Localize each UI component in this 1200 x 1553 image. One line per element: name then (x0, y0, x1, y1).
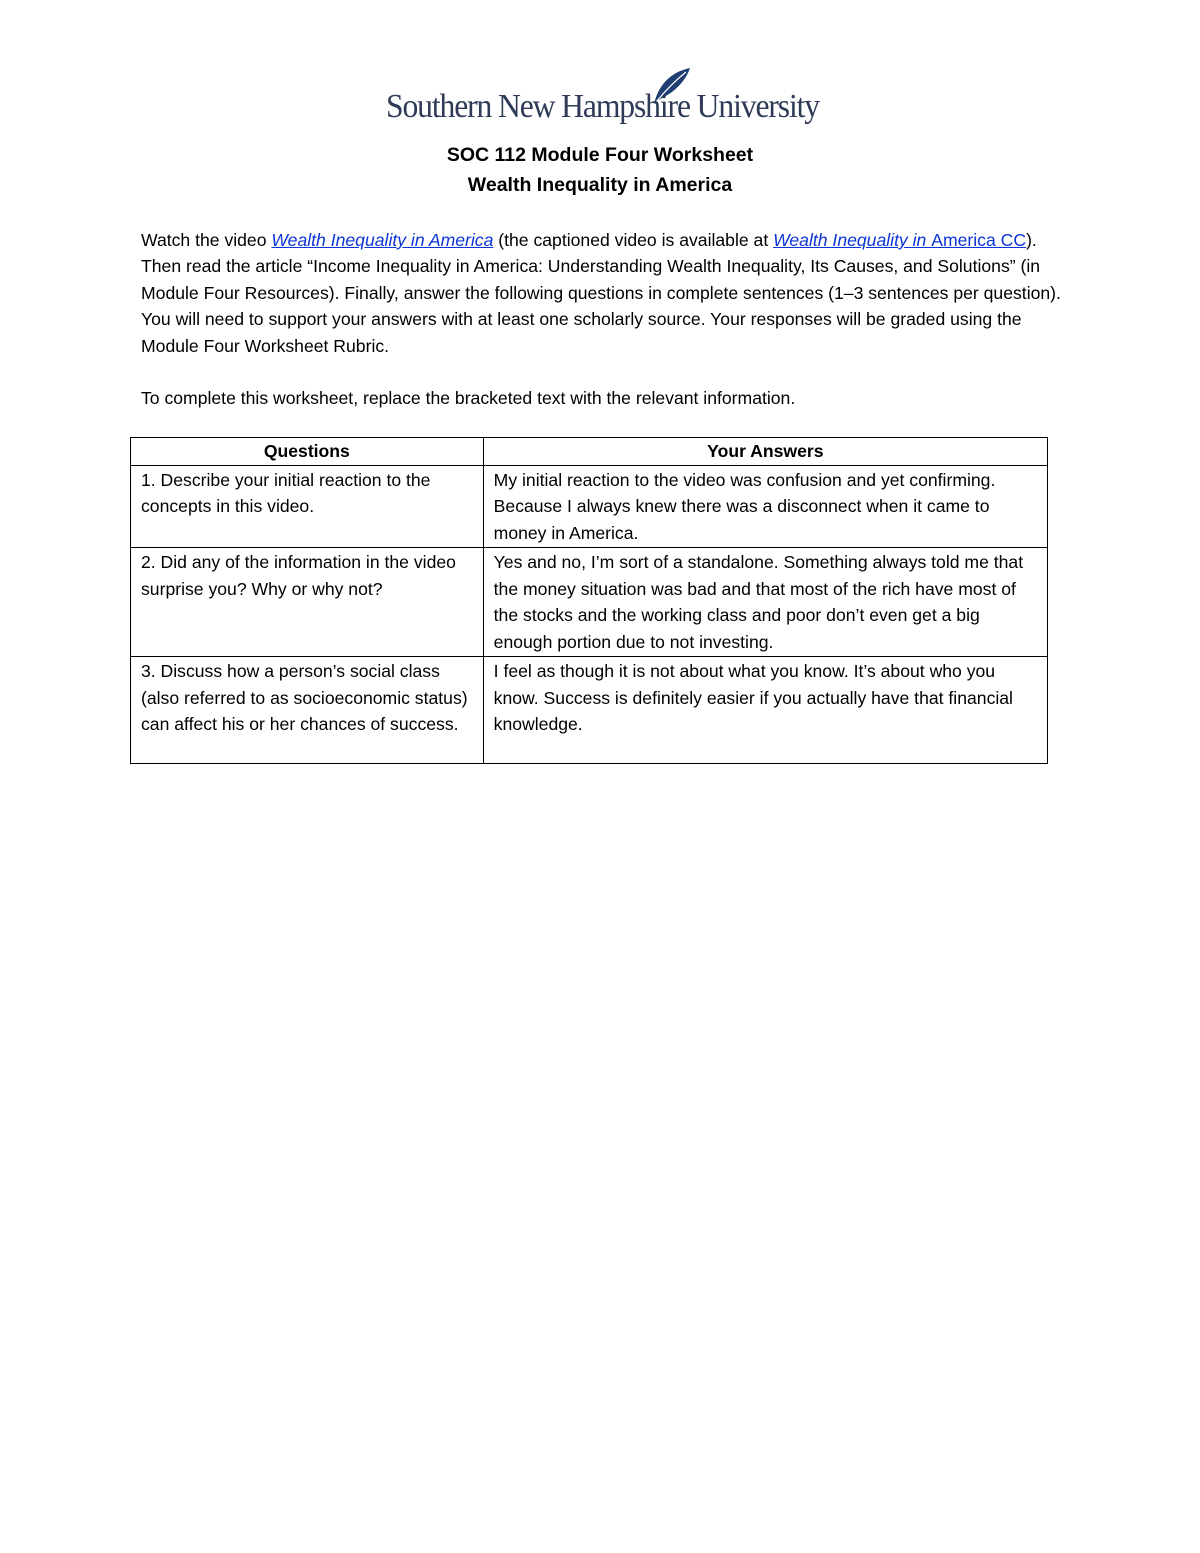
question-cell: 3. Discuss how a person’s social class (also referred to as socioeconomic status) can affect his or her chances of success. (131, 657, 484, 764)
video-link[interactable]: Wealth Inequality in America (271, 230, 494, 250)
answer-cell[interactable]: Yes and no, I’m sort of a standalone. Something always told me that the money situation was bad and that most of the rich have most of the stocks and the working class and poor don’t even get a big enough portion due to not investing. (483, 548, 1047, 657)
answer-cell[interactable]: I feel as though it is not about what you know. It’s about who you know. Success is definitely easier if you actually have that financial knowledge. (483, 657, 1047, 764)
intro-text-1: Watch the video (141, 230, 272, 250)
logo-wordmark: Southern New Hampshire University (386, 88, 820, 125)
table-row (131, 548, 1048, 657)
intro-text-3: ). Then read the article “Income Inequality in America: Understanding Wealth Inequality, Its Causes, and Solutions” (in Module Four Resources). Finally, answer the following questions in complete sentences (1–3 sentences per question). You will need to support your answers with at least one scholarly source. Your responses will be graded using the Module Four Worksheet Rubric. (141, 230, 1061, 356)
table-header-row (131, 438, 1048, 466)
answer-cell[interactable]: My initial reaction to the video was confusion and yet confirming. Because I always knew there was a disconnect when it came to money in America. (483, 465, 1047, 548)
table-row (131, 657, 1048, 764)
question-cell: 2. Did any of the information in the video surprise you? Why or why not? (131, 548, 484, 657)
intro-text-2: (the captioned video is available at (493, 230, 774, 250)
question-cell: 1. Describe your initial reaction to the concepts in this video. (131, 465, 484, 548)
answers-header: Your Answers (483, 438, 1047, 466)
captioned-video-link-cc[interactable]: America CC (931, 230, 1027, 250)
qa-table (130, 437, 1048, 764)
table-row (131, 465, 1048, 548)
instruction-text: To complete this worksheet, replace the bracketed text with the relevant information. (141, 388, 796, 408)
page-subtitle: Wealth Inequality in America (467, 174, 733, 196)
snhu-logo (386, 66, 820, 138)
page-title: SOC 112 Module Four Worksheet (446, 144, 754, 166)
captioned-video-link[interactable]: Wealth Inequality in (773, 230, 932, 250)
intro-paragraph (141, 227, 1061, 359)
questions-header: Questions (131, 438, 484, 466)
